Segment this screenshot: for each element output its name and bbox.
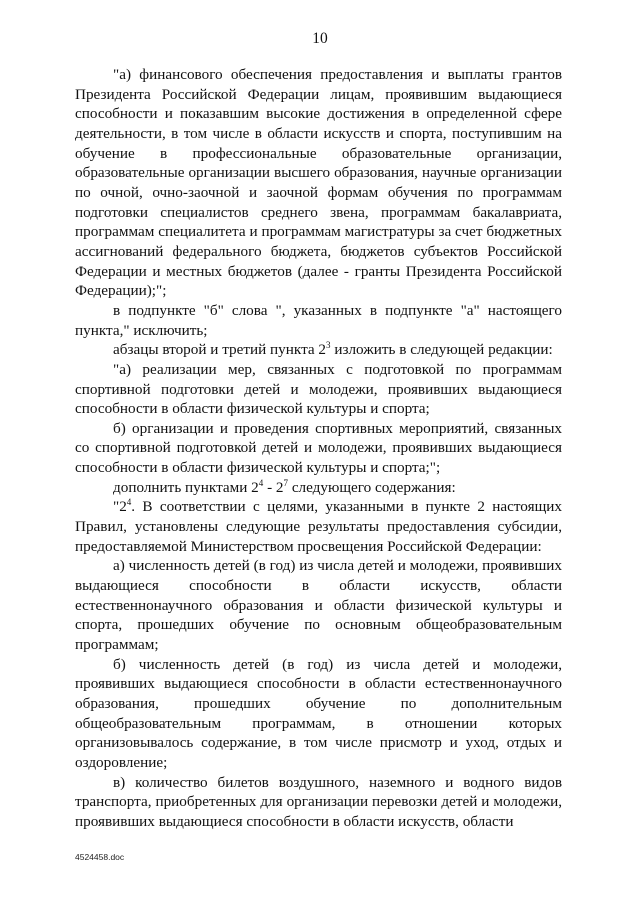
paragraph [75,65,562,301]
text-run: в подпункте "б" слова ", указанных в подпункте "а" настоящего пункта," исключить; [75,301,562,339]
footer-file-code: 4524458.doc [75,852,125,862]
page-number: 10 [312,30,328,47]
text-run: "2 [113,498,127,516]
paragraph [75,360,562,419]
text-run: б) численность детей (в год) из числа детей и молодежи, проявивших выдающиеся способности в области естественнонаучного образования, прошедших обучение по дополнительным общеобразовательным программам, в отношении которых организовывалось содержание, в том числе присмотр и уход, отдых и оздоровление; [75,655,562,771]
superscript: 7 [283,477,289,488]
text-run: в) количество билетов воздушного, наземного и водного видов транспорта, приобретенных для организации перевозки детей и молодежи, проявивших выдающиеся способности в области искусств, области [75,773,562,830]
text-run: абзацы второй и третий пункта 2 [113,341,327,359]
text-run: "а) реализации мер, связанных с подготовкой по программам спортивной подготовки детей и молодежи, проявивших выдающиеся способности в области физической культуры и спорта; [75,360,562,418]
paragraph [75,655,562,773]
superscript: 4 [258,477,264,488]
text-run: дополнить пунктами 2 [113,478,259,496]
paragraph [75,497,562,556]
text-run: б) организации и проведения спортивных мероприятий, связанных со спортивной подготовкой детей и молодежи, проявивших выдающиеся способности в области физической культуры и спорта;"; [75,419,562,477]
superscript: 3 [326,340,331,351]
paragraph [75,419,562,478]
text-run: изложить в следующей редакции: [330,341,553,359]
text-run: . В соответствии с целями, указанными в пункте 2 настоящих Правил, установлены следующие результаты предоставления субсидии, предоставляемой Министерством просвещения Российской Федерации: [75,498,562,555]
paragraph [75,556,562,654]
paragraph [75,773,562,832]
text-run: а) численность детей (в год) из числа детей и молодежи, проявивших выдающиеся способности в области искусств, области естественнонаучного образования и области физической культуры и спорта, прошедших обучение по основным общеобразовательным программам; [75,557,562,654]
text-run: "а) финансового обеспечения предоставления и выплаты грантов Президента Российской Федерации лицам, проявившим выдающиеся способности и показавшим высокие достижения в определенной сфере деятельности, в том числе в области искусств и спорта, поступившим на обучение в профессиональные образовательные организации, образовательные организации высшего образования, научные организации по очной, очно-заочной и заочной формам обучения по программам подготовки специалистов среднего звена, программам бакалавриата, программам специалитета и программам магистратуры за счет бюджетных ассигнований федерального бюджета, бюджетов субъектов Российской Федерации и местных бюджетов (далее - гранты Президента Российской Федерации);"; [75,66,562,300]
document-body [75,65,562,832]
text-run: следующего содержания: [288,478,456,496]
superscript: 4 [126,497,132,508]
paragraph [75,301,562,340]
paragraph [75,478,562,498]
text-run: - 2 [263,478,284,496]
paragraph [75,340,562,360]
